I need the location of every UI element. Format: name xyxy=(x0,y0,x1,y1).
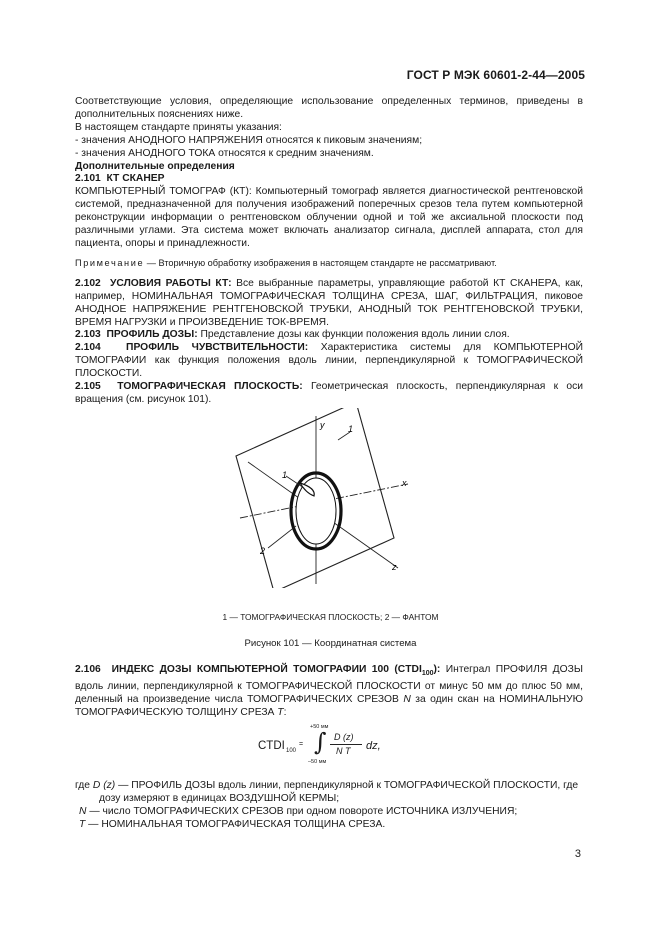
section-2101-number: 2.101 xyxy=(75,173,101,185)
definition-n-text: — число ТОМОГРАФИЧЕСКИХ СРЕЗОВ при одном повороте ИСТОЧНИКА ИЗЛУЧЕНИЯ; xyxy=(89,806,518,817)
section-2106-title: ИНДЕКС ДОЗЫ КОМПЬЮТЕРНОЙ ТОМОГРАФИИ 100 (CTDI xyxy=(111,664,422,675)
x-axis-label: x xyxy=(402,478,407,488)
section-2101-text: КОМПЬЮТЕРНЫЙ ТОМОГРАФ (КТ): Компьютерный томограф является диагностической рентгеновской системой, предназначенной для получения изображений поперечных срезов тела путем компьютерной реконструкции информации о рентгеновском облучении одной и той же аксиальной плоскости под различными углами. Эта система может включать анализатор сигнала, дисплей аппарата, стол для пациента, опоры и принадлежности. xyxy=(75,186,583,249)
section-2103-text: Представление дозы как функции положения вдоль линии слоя. xyxy=(200,329,510,341)
section-2106-t: T xyxy=(277,706,284,718)
paragraph-intro xyxy=(75,96,583,122)
leader-line-2 xyxy=(268,526,296,548)
section-2106-paragraph xyxy=(75,664,583,720)
section-2102-number: 2.102 xyxy=(75,277,101,289)
section-2102-title: УСЛОВИЯ РАБОТЫ КТ: xyxy=(109,277,232,289)
integral-upper-limit: +50 мм xyxy=(310,724,329,730)
fraction-bar xyxy=(330,744,362,745)
section-2105-number: 2.105 xyxy=(75,381,101,393)
paragraph-current xyxy=(75,148,583,161)
paragraph-voltage xyxy=(75,135,583,148)
additional-definitions-heading: Дополнительные определения xyxy=(75,160,235,172)
page-number: 3 xyxy=(574,848,581,860)
section-2105 xyxy=(75,381,583,407)
section-2105-title: ТОМОГРАФИЧЕСКАЯ ПЛОСКОСТЬ: xyxy=(117,381,303,393)
inner-label: 1 xyxy=(282,470,288,480)
fraction-numerator: D (z) xyxy=(334,732,354,742)
section-2106-title-sub: 100 xyxy=(421,670,434,678)
figure-legend: 1 — ТОМОГРАФИЧЕСКАЯ ПЛОСКОСТЬ; 2 — ФАНТОМ xyxy=(222,612,439,622)
section-2103 xyxy=(75,329,583,342)
section-2104-text: Характеристика системы для КОМПЬЮТЕРНОЙ ТОМОГРАФИИ как функция положения вдоль линии, перпендикулярной к ТОМОГРАФИЧЕСКОЙ ПЛОСКОСТИ. xyxy=(75,342,583,380)
formula-dz: dz, xyxy=(366,740,381,752)
section-2106-title-end: ): xyxy=(433,664,441,675)
definition-dz-cont: дозу измеряют в единицах ВОЗДУШНОЙ КЕРМЫ; xyxy=(99,793,340,804)
section-2103-number: 2.103 xyxy=(75,329,101,341)
formula-lhs: CTDI xyxy=(258,740,285,752)
ctdi-formula xyxy=(252,724,452,768)
note-text: — Вторичную обработку изображения в настоящем стандарте не рассматривают. xyxy=(146,257,497,268)
definition-n-symbol: N xyxy=(79,806,87,817)
section-2102 xyxy=(75,278,583,330)
definitions-list xyxy=(75,779,583,831)
current-text: - значения АНОДНОГО ТОКА относятся к средним значениям. xyxy=(75,147,374,159)
section-2106-number: 2.106 xyxy=(75,664,101,675)
plane-label: 1 xyxy=(348,424,354,434)
definition-t-symbol: T xyxy=(79,819,86,830)
main-text xyxy=(75,96,583,407)
note xyxy=(75,257,583,270)
section-2103-title: ПРОФИЛЬ ДОЗЫ: xyxy=(106,329,198,341)
fraction-denominator: N T xyxy=(336,746,351,756)
coordinate-system-figure xyxy=(220,408,430,588)
voltage-text: - значения АНОДНОГО НАПРЯЖЕНИЯ относятся к пиковым значениям; xyxy=(75,134,423,146)
definition-dz xyxy=(75,779,583,792)
figure-caption: Рисунок 101 — Координатная система xyxy=(244,638,417,649)
z-axis-label: z xyxy=(392,562,397,572)
y-axis-label: y xyxy=(320,420,325,430)
section-2106-n: N xyxy=(403,693,411,705)
definition-t-text: — НОМИНАЛЬНАЯ ТОМОГРАФИЧЕСКАЯ ТОЛЩИНА СРЕЗА. xyxy=(88,819,386,830)
document-code-header: ГОСТ Р МЭК 60601-2-44—2005 xyxy=(406,68,585,82)
section-2106-text: Интеграл ПРОФИЛЯ ДОЗЫ вдоль линии, перпендикулярной к ТОМОГРАФИЧЕСКОЙ ПЛОСКОСТИ от минус 50 мм до плюс 50 мм, деленный на произведение числа ТОМОГРАФИЧЕСКИХ СРЕЗОВ xyxy=(75,664,583,705)
section-2104 xyxy=(75,342,583,381)
conventions-text: В настоящем стандарте приняты указания: xyxy=(75,121,282,133)
section-2106-text2: за один скан на НОМИНАЛЬНУЮ ТОМОГРАФИЧЕСКУЮ ТОЛЩИНУ СРЕЗА xyxy=(75,693,583,718)
note-label: Примечание xyxy=(75,257,145,268)
definition-t xyxy=(75,818,583,831)
definition-n xyxy=(75,805,583,818)
intro-text: Соответствующие условия, определяющие использование определенных терминов, приведены в дополнительных пояснениях ниже. xyxy=(75,96,583,120)
phantom-label: 2 xyxy=(260,546,266,556)
section-2101-heading xyxy=(75,173,583,186)
section-2105-text: Геометрическая плоскость, перпендикулярная к оси вращения (см. рисунок 101). xyxy=(75,381,584,405)
section-2101-title: КТ СКАНЕР xyxy=(106,173,165,185)
section-2106 xyxy=(75,664,583,720)
integral-lower-limit: –50 мм xyxy=(308,759,327,765)
where-label: где xyxy=(75,780,91,791)
section-2104-title: ПРОФИЛЬ ЧУВСТВИТЕЛЬНОСТИ: xyxy=(126,342,309,354)
section-2104-number: 2.104 xyxy=(75,342,101,354)
definition-dz-text: — ПРОФИЛЬ ДОЗЫ вдоль линии, перпендикулярной к ТОМОГРАФИЧЕСКОЙ ПЛОСКОСТИ, где xyxy=(118,780,579,791)
integral-sign: ∫ xyxy=(314,728,327,756)
formula-equals: = xyxy=(299,741,304,748)
section-2102-text: Все выбранные параметры, управляющие работой КТ СКАНЕРА, как, например, НОМИНАЛЬНАЯ ТОМОГРАФИЧЕСКАЯ ТОЛЩИНА СРЕЗА, ШАГ, ФИЛЬТРАЦИЯ, пиковое АНОДНОЕ НАПРЯЖЕНИЕ РЕНТГЕНОВСКОЙ ТРУБКИ, АНОДНЫЙ ТОК РЕНТГЕНОВСКОЙ ТРУБКИ, ВРЕМЯ НАГРУЗКИ и ПРОИЗВЕДЕНИЕ ТОК-ВРЕМЯ. xyxy=(75,277,583,328)
formula-lhs-sub: 100 xyxy=(286,748,297,754)
section-2106-end: : xyxy=(283,706,287,718)
definition-dz-symbol: D (z) xyxy=(92,780,116,791)
paragraph-conventions xyxy=(75,122,583,135)
